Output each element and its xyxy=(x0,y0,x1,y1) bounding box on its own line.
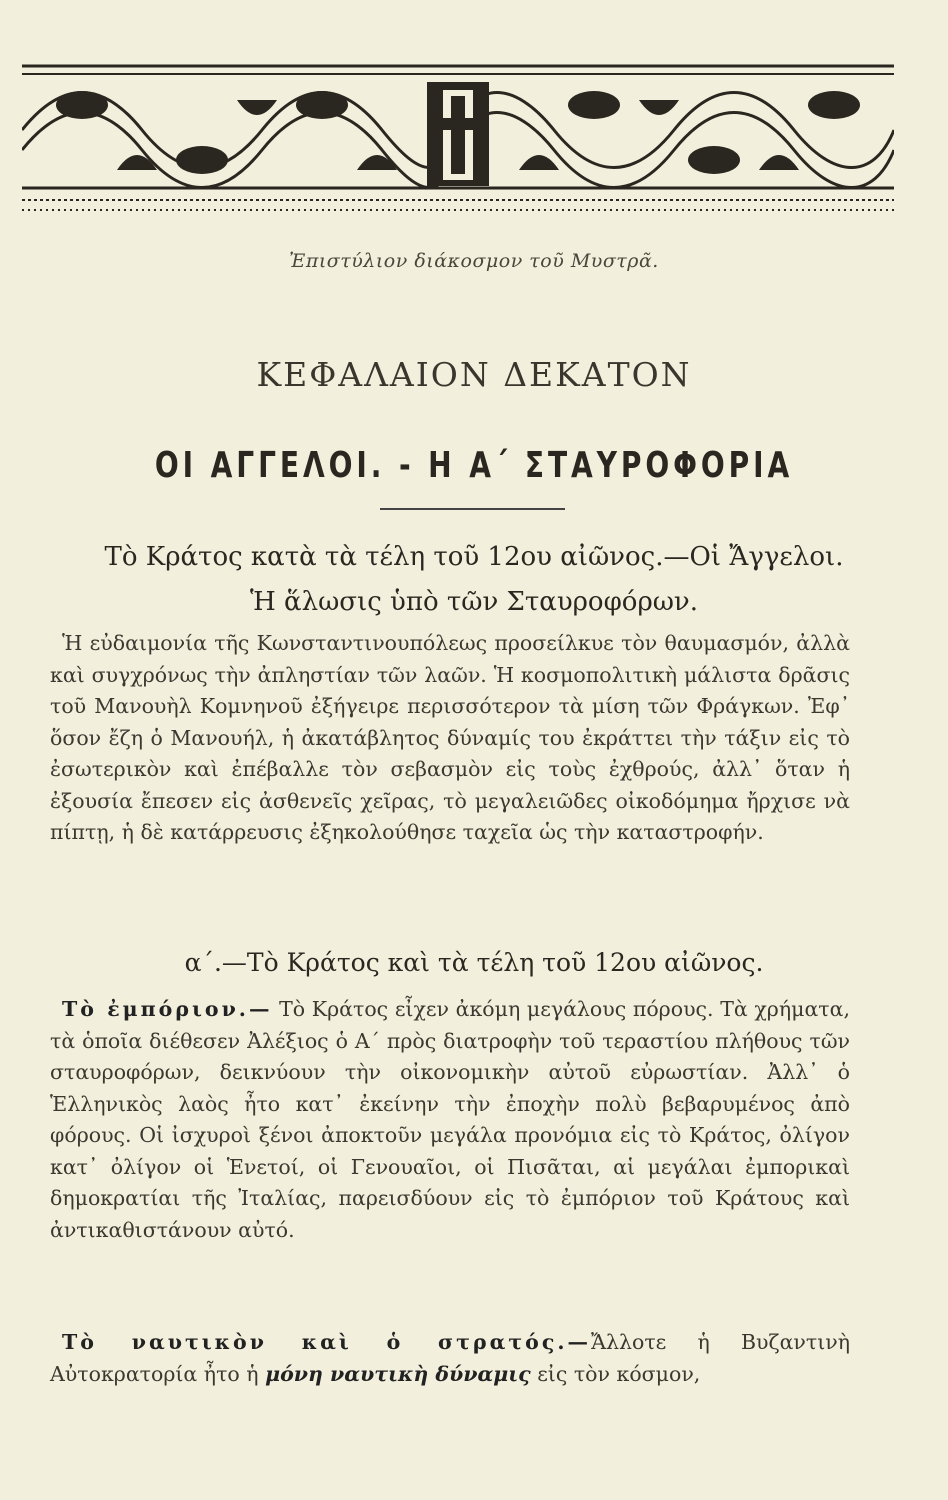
commerce-paragraph xyxy=(50,994,850,1246)
paragraph-lead: Τὸ ναυτικὸν καὶ ὁ στρατός.— xyxy=(62,1330,591,1354)
paragraph-text: Ἄλλοτε ἡ Βυζαντινὴ Αὐτοκρατορία ἦτο ἡ xyxy=(50,1330,851,1386)
section-heading: α΄.—Τὸ Κράτος καὶ τὰ τέλη τοῦ 12ου αἰῶνος. xyxy=(184,948,764,977)
chapter-heading: ΚΕΦΑΛΑΙΟΝ ΔΕΚΑΤΟΝ xyxy=(256,355,692,394)
decorative-frieze xyxy=(22,60,894,220)
intro-paragraph: Ἡ εὐδαιμονία τῆς Κωνσταντινουπόλεως προσείλκυε τὸν θαυμασμόν, ἀλλὰ καὶ συγχρόνως τὴν ἀπληστίαν τῶν λαῶν. Ἡ κοσμοπολιτικὴ μάλιστα δρᾶσις τοῦ Μανουὴλ Κομνηνοῦ ἐξήγειρε περισσότερον τὰ μίση τῶν Φράγκων. Ἐφ᾽ ὅσον ἔζη ὁ Μανουήλ, ἡ ἀκατάβλητος δύναμίς του ἐκράττει τὴν τάξιν εἰς τὸ ἐσωτερικὸν καὶ ἐπέβαλλε τὸν σεβασμὸν εἰς τοὺς ἐχθρούς, ἀλλ᾽ ὅταν ἡ ἐξουσία ἔπεσεν εἰς ἀσθενεῖς χεῖρας, τὸ μεγαλειῶδες οἰκοδόμημα ἤρχισε νὰ πίπτῃ, ἡ δὲ κατάρρευσις ἐξηκολούθησε ταχεῖα ὡς τὴν καταστροφήν. xyxy=(50,631,850,844)
navy-paragraph xyxy=(50,1327,850,1390)
chapter-title: ΟΙ ΑΓΓΕΛΟΙ. - Η Α΄ ΣΤΑΥΡΟΦΟΡΙΑ xyxy=(154,445,794,486)
summary-line: Τὸ Κράτος κατὰ τὰ τέλη τοῦ 12ου αἰῶνος.—Οἱ Ἄγγελοι. xyxy=(104,542,844,572)
summary-line: Ἡ ἅλωσις ὑπὸ τῶν Σταυροφόρων. xyxy=(249,587,699,617)
chapter-summary xyxy=(50,535,898,625)
emphasized-text: μόνη ναυτικὴ δύναμις xyxy=(265,1361,531,1386)
paragraph-lead: Τὸ ἐμπόριον.— xyxy=(62,997,273,1021)
figure-caption: Ἐπιστύλιον διάκοσμον τοῦ Μυστρᾶ. xyxy=(289,250,659,272)
paragraph-text: Τὸ Κράτος εἶχεν ἀκόμη μεγάλους πόρους. Τὰ χρήματα, τὰ ὁποῖα διέθεσεν Ἀλέξιος ὁ Α΄ πρὸς διατροφὴν τοῦ τεραστίου πλήθους τῶν σταυροφόρων, δεικνύουν τὴν οἰκονομικὴν αὐτοῦ εὐρωστίαν. Ἀλλ᾽ ὁ Ἑλληνικὸς λαὸς ἦτο κατ᾽ ἐκείνην τὴν ἐποχὴν πολὺ βεβαρυμένος ἀπὸ φόρους. Οἱ ἰσχυροὶ ξένοι ἀποκτοῦν μεγάλα προνόμια εἰς τὸ Κράτος, ὀλίγον κατ᾽ ὀλίγον οἱ Ἑνετοί, οἱ Γενουαῖοι, οἱ Πισᾶται, αἱ μεγάλαι ἐμπορικαὶ δημοκρατίαι τῆς Ἰταλίας, παρεισδύουν εἰς τὸ ἐμπόριον τοῦ Κράτους καὶ ἀντικαθιστάνουν αὐτό. xyxy=(50,997,850,1242)
paragraph-text: εἰς τὸν κόσμον, xyxy=(530,1361,701,1386)
divider xyxy=(380,508,565,510)
